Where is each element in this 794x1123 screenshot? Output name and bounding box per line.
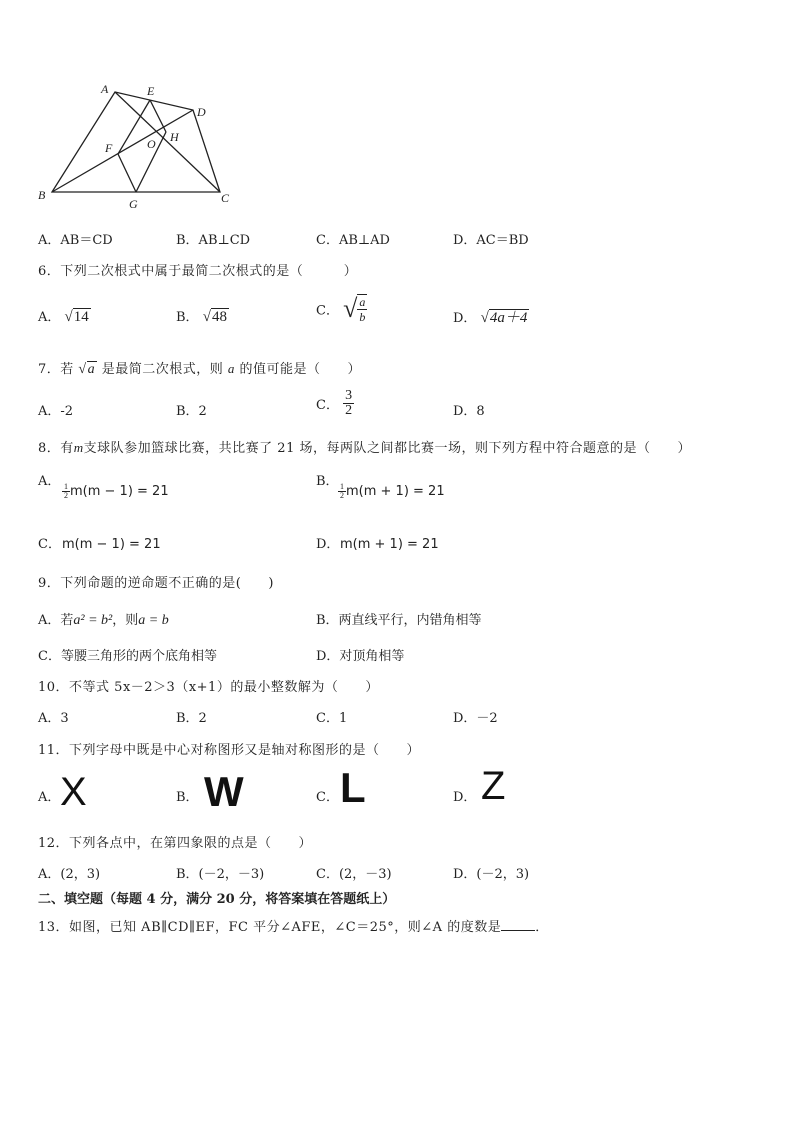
label-O: O xyxy=(147,137,156,151)
q7-option-b[interactable]: B．2 xyxy=(176,404,207,419)
q9-stem: 9．下列命题的逆命题不正确的是( ) xyxy=(38,576,274,591)
fraction-a-over-b xyxy=(357,294,367,324)
q13-stem-end: ． xyxy=(535,920,549,935)
q8-option-d[interactable]: m(m + 1) = 21 xyxy=(340,537,439,552)
q8-option-a-label[interactable]: A． xyxy=(38,474,61,489)
q10-option-c[interactable]: C．1 xyxy=(316,711,348,726)
denominator: b xyxy=(359,310,366,324)
sqrt-48: √48 xyxy=(202,309,227,325)
label-E: E xyxy=(147,84,155,98)
q11-option-c-label[interactable]: C． xyxy=(316,790,339,805)
q5-option-c[interactable]: C．AB⊥AD xyxy=(316,233,390,248)
q13-stem xyxy=(38,916,549,935)
q9-option-a-math: a² = b² xyxy=(73,613,113,628)
label-D: D xyxy=(197,105,206,119)
section-title: 二、填空题（每题 4 分，满分 20 分，将答案填在答题纸上） xyxy=(38,892,396,907)
denominator: 2 xyxy=(340,491,344,500)
q7-stem-end: 的值可能是（ ） xyxy=(239,362,362,377)
q7-option-c[interactable] xyxy=(316,389,354,418)
q6-option-d-label: D． xyxy=(453,311,477,326)
q8-option-a[interactable] xyxy=(62,483,169,500)
q12-stem: 12．下列各点中，在第四象限的点是（ ） xyxy=(38,836,313,851)
q11-option-a-label[interactable]: A． xyxy=(38,790,61,805)
q6-option-c-label: C． xyxy=(316,303,339,319)
q8-option-b[interactable] xyxy=(338,483,445,500)
radicand: 48 xyxy=(211,309,227,325)
q11-stem: 11．下列字母中既是中心对称图形又是轴对称图形的是（ ） xyxy=(38,743,421,758)
q6-option-d[interactable] xyxy=(453,306,529,327)
q12-option-c[interactable]: C．(2，－3) xyxy=(316,867,392,882)
q12-option-a[interactable]: A．(2，3) xyxy=(38,867,101,882)
fraction-3-over-2 xyxy=(343,389,354,418)
q13-stem-text: 13．如图，已知 AB∥CD∥EF，FC 平分∠AFE，∠C＝25°，则∠A 的度数是 xyxy=(38,920,502,935)
radicand: a xyxy=(87,362,96,377)
q6-option-a[interactable] xyxy=(38,306,91,326)
answer-blank[interactable] xyxy=(501,918,535,931)
q7-option-a[interactable]: A．-2 xyxy=(38,404,74,419)
q9-option-d[interactable]: D．对顶角相等 xyxy=(316,649,405,664)
sqrt-a-over-b: √ xyxy=(343,294,358,323)
label-C: C xyxy=(221,191,230,205)
sqrt-14: √14 xyxy=(64,309,89,325)
q10-option-d[interactable]: D．－2 xyxy=(453,711,498,726)
label-H: H xyxy=(170,130,179,144)
sqrt-4a-plus-4: √4a＋4 xyxy=(480,310,528,326)
q11-letter-w[interactable]: W xyxy=(204,768,244,815)
q7-stem-post: 是最简二次根式，则 xyxy=(101,362,224,377)
q8-stem-pre: 8．有 xyxy=(38,441,74,456)
q5-option-b[interactable]: B．AB⊥CD xyxy=(176,233,251,248)
label-B: B xyxy=(38,188,46,202)
fraction-half xyxy=(62,483,70,500)
q9-option-a-mid: ，则 xyxy=(112,613,139,628)
numerator: a xyxy=(359,295,366,309)
q6-option-c[interactable] xyxy=(316,294,367,324)
sqrt-a: √a xyxy=(78,362,96,377)
q9-option-a-pre: A．若 xyxy=(38,613,74,628)
q10-option-a[interactable]: A．3 xyxy=(38,711,69,726)
q6-stem: 6．下列二次根式中属于最简二次根式的是（ ） xyxy=(38,264,358,279)
q6-option-b-label: B． xyxy=(176,310,199,325)
label-F: F xyxy=(105,141,113,155)
numerator: 3 xyxy=(345,388,353,403)
numerator: 1 xyxy=(340,482,344,491)
denominator: 2 xyxy=(64,491,68,500)
q7-stem xyxy=(38,358,361,378)
denominator: 2 xyxy=(345,403,353,418)
q8-option-b-label[interactable]: B． xyxy=(316,474,339,489)
label-A: A xyxy=(101,82,109,96)
equation: m(m + 1) = 21 xyxy=(346,484,445,499)
q6-option-b[interactable] xyxy=(176,306,229,326)
q8-option-c[interactable]: m(m − 1) = 21 xyxy=(62,537,161,552)
q5-option-a[interactable]: A．AB＝CD xyxy=(38,233,113,248)
q11-letter-z[interactable]: Z xyxy=(481,764,506,808)
fraction-half xyxy=(338,483,346,500)
q9-option-c[interactable]: C．等腰三角形的两个底角相等 xyxy=(38,649,217,664)
q9-option-b[interactable]: B．两直线平行，内错角相等 xyxy=(316,613,482,628)
q11-letter-l[interactable]: L xyxy=(340,764,366,811)
geometry-figure xyxy=(30,78,240,214)
label-G: G xyxy=(129,197,138,211)
q9-option-a-math2: a = b xyxy=(138,613,169,628)
segment-FG xyxy=(118,154,136,192)
q7-stem-var: a xyxy=(227,361,235,376)
radicand: 4a＋4 xyxy=(489,310,528,326)
q8-stem-post: 支球队参加篮球比赛，共比赛了 21 场，每两队之间都比赛一场，则下列方程中符合题意的是（ ） xyxy=(83,441,691,456)
q7-stem-pre: 7．若 xyxy=(38,362,74,377)
q12-option-b[interactable]: B．(－2，－3) xyxy=(176,867,265,882)
q8-option-c-label[interactable]: C． xyxy=(38,537,61,552)
q9-option-a[interactable] xyxy=(38,609,169,629)
q10-stem: 10．不等式 5x－2＞3（x+1）的最小整数解为（ ） xyxy=(38,680,379,695)
q7-option-d[interactable]: D．8 xyxy=(453,404,485,419)
q8-stem xyxy=(38,437,691,456)
q8-stem-var: m xyxy=(73,440,84,455)
numerator: 1 xyxy=(64,482,68,491)
q11-option-b-label[interactable]: B． xyxy=(176,790,199,805)
q5-option-d[interactable]: D．AC＝BD xyxy=(453,233,529,248)
equation: m(m − 1) = 21 xyxy=(70,484,169,499)
radicand: 14 xyxy=(73,309,89,325)
diagonal-BD xyxy=(52,110,193,192)
q8-option-d-label[interactable]: D． xyxy=(316,537,340,552)
q11-letter-x[interactable]: X xyxy=(60,770,87,814)
q10-option-b[interactable]: B．2 xyxy=(176,711,207,726)
segment-EF xyxy=(118,100,150,154)
q12-option-d[interactable]: D．(－2，3) xyxy=(453,867,530,882)
q7-option-c-label: C． xyxy=(316,398,339,413)
q6-option-a-label: A． xyxy=(38,310,61,325)
q11-option-d-label[interactable]: D． xyxy=(453,790,477,805)
